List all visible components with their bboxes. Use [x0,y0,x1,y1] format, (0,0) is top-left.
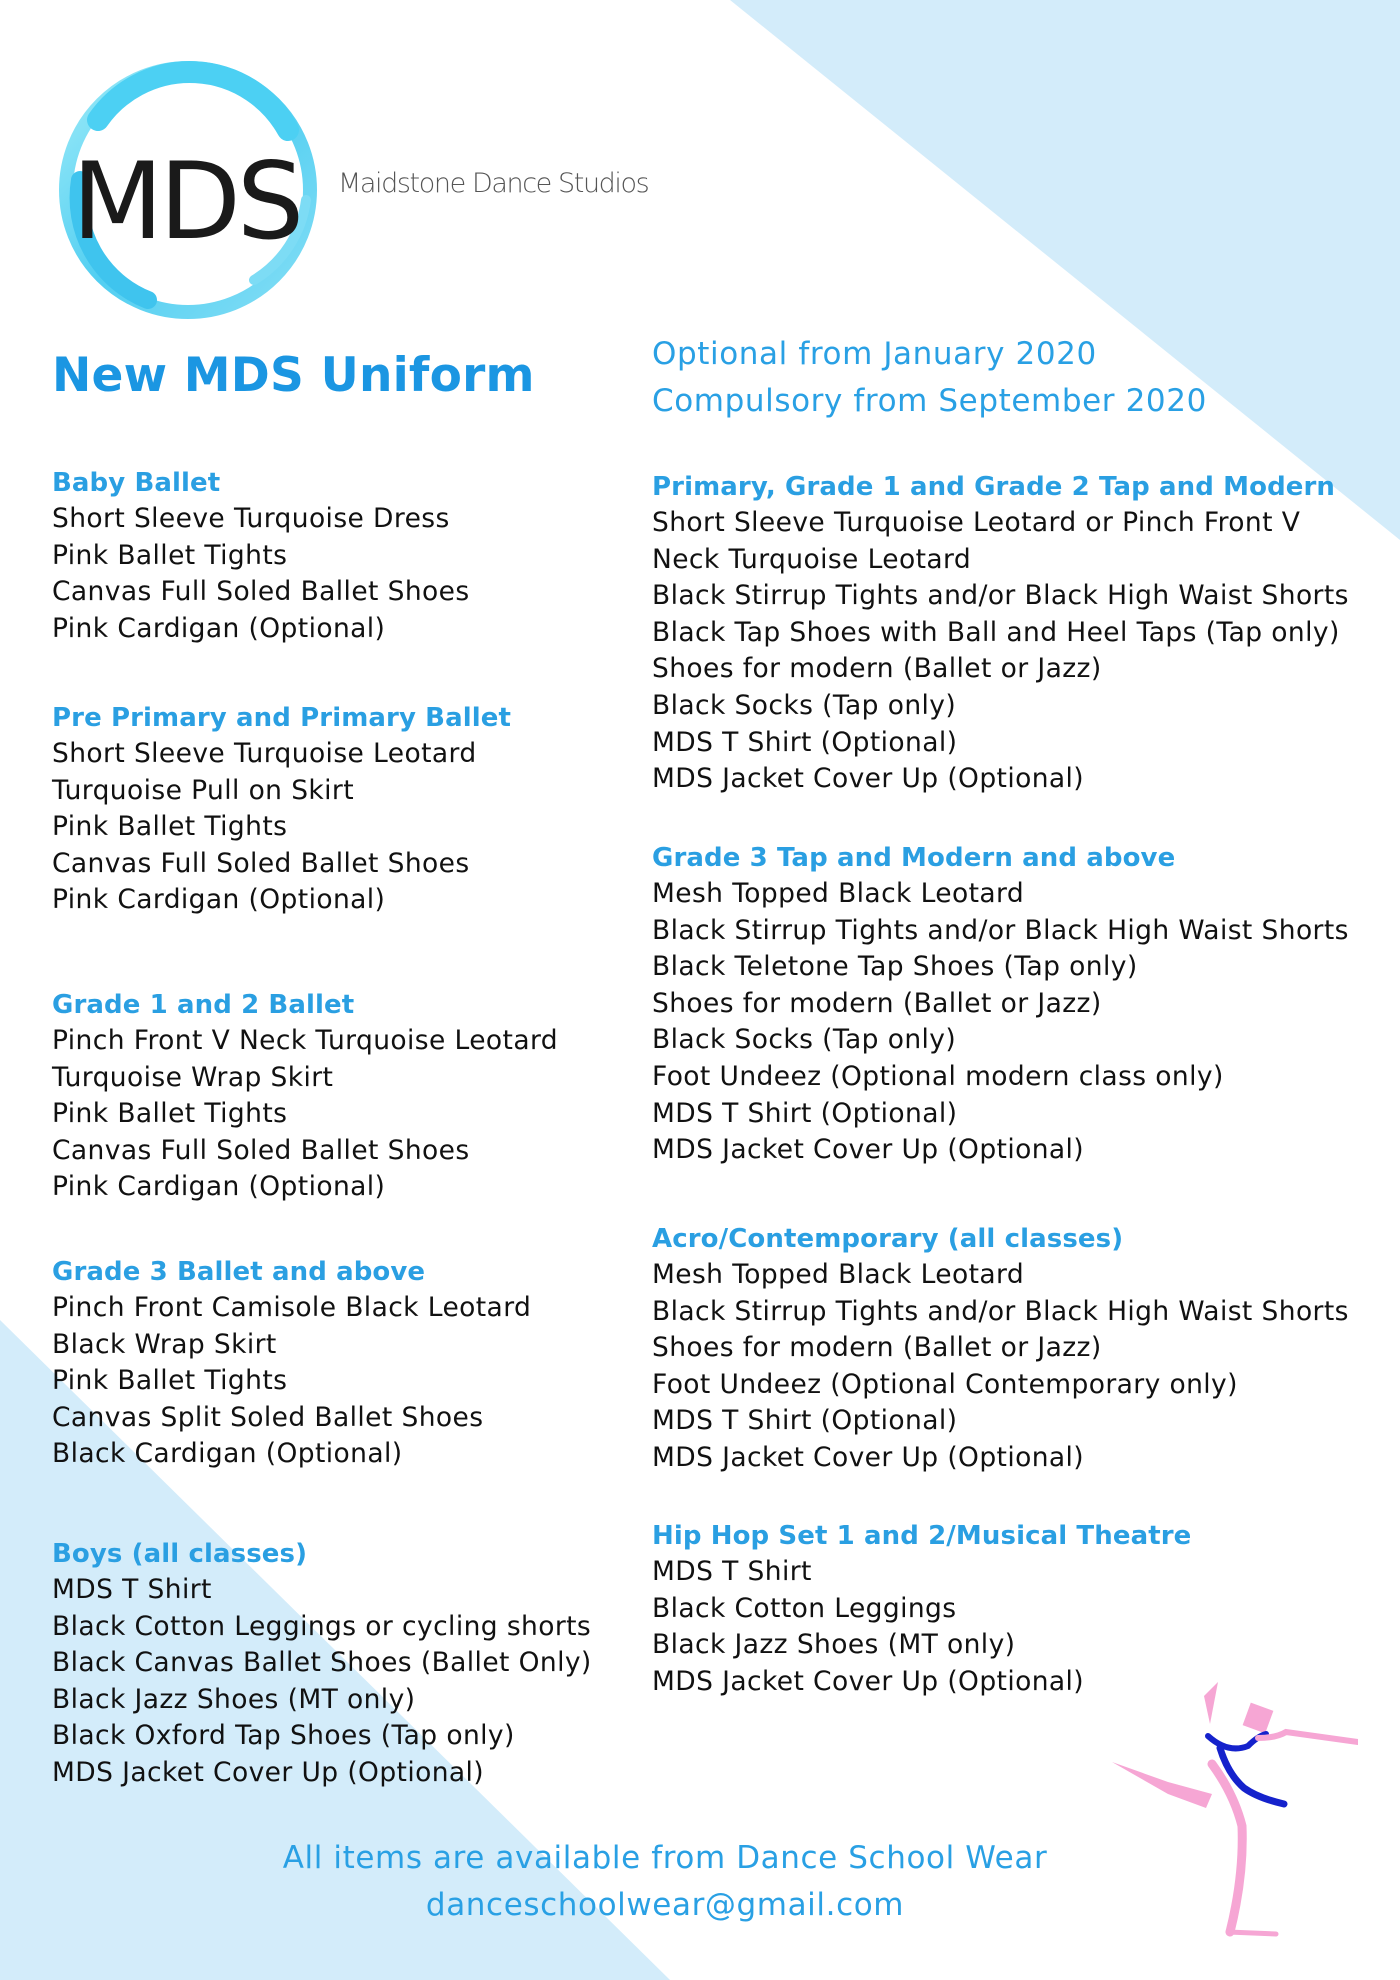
footer-availability-text: All items are available from Dance School Wear [282,1840,1048,1876]
list-item: Canvas Split Soled Ballet Shoes [52,1401,484,1433]
list-item: Black Jazz Shoes (MT only) [52,1683,416,1715]
section-title: Primary, Grade 1 and Grade 2 Tap and Modern [652,472,1336,502]
list-item: MDS T Shirt (Optional) [652,726,958,758]
section-title: Boys (all classes) [52,1539,308,1569]
item-list [652,1257,1349,1477]
list-item: MDS Jacket Cover Up (Optional) [652,1441,1085,1473]
list-item: Black Stirrup Tights and/or Black High Waist Shorts [652,1295,1349,1327]
list-item: Black Cardigan (Optional) [52,1438,403,1470]
list-item: Black Socks (Tap only) [652,1024,957,1056]
list-item: Black Tap Shoes with Ball and Heel Taps (Tap only) [652,616,1340,648]
section-title: Baby Ballet [52,468,221,498]
list-item: Canvas Full Soled Ballet Shoes [52,847,470,879]
list-item: MDS Jacket Cover Up (Optional) [652,1665,1085,1697]
list-item: Pink Cardigan (Optional) [52,612,386,644]
background-triangle-top [730,0,1400,540]
list-item: Foot Undeez (Optional modern class only) [652,1060,1224,1092]
page-title: New MDS Uniform [52,348,535,403]
section-title: Grade 1 and 2 Ballet [52,990,355,1020]
list-item: MDS T Shirt (Optional) [652,1405,958,1437]
list-item: Pink Cardigan (Optional) [52,1171,386,1203]
item-list [52,501,470,647]
list-item: MDS Jacket Cover Up (Optional) [652,1134,1085,1166]
section-grade-1-2-ballet [52,987,558,1206]
list-item: Foot Undeez (Optional Contemporary only) [652,1368,1238,1400]
logo-text: MDS [71,140,301,263]
list-item: MDS T Shirt [652,1556,812,1587]
list-item: Black Wrap Skirt [52,1328,277,1360]
list-item: Black Stirrup Tights and/or Black High Waist Shorts [652,580,1349,612]
list-item: Black Teletone Tap Shoes (Tap only) [652,951,1138,983]
list-item: Pink Ballet Tights [52,811,288,843]
section-hip-hop-musical-theatre [652,1518,1191,1700]
mds-logo-icon [58,50,328,320]
compulsory-date-text: Compulsory from September 2020 [652,383,1207,419]
list-item: Short Sleeve Turquoise Dress [52,503,450,534]
item-list [652,876,1349,1169]
list-item: Pink Ballet Tights [52,1365,288,1397]
list-item: Black Socks (Tap only) [652,689,957,721]
section-boys [52,1536,592,1792]
item-list [652,505,1349,798]
section-acro-contemporary [652,1221,1349,1477]
list-item: MDS Jacket Cover Up (Optional) [652,763,1085,795]
list-item: Short Sleeve Turquoise Leotard or Pinch Front V [652,507,1301,538]
section-title: Grade 3 Tap and Modern and above [652,843,1176,873]
section-primary-tap-modern [652,469,1349,798]
brand-name: Maidstone Dance Studios [338,168,649,199]
list-item: MDS Jacket Cover Up (Optional) [52,1756,485,1788]
list-item: Pink Cardigan (Optional) [52,884,386,916]
section-title: Pre Primary and Primary Ballet [52,703,512,733]
list-item: Mesh Topped Black Leotard [652,878,1025,909]
section-title: Acro/Contemporary (all classes) [652,1224,1124,1254]
item-list [52,1290,531,1473]
list-item: Shoes for modern (Ballet or Jazz) [652,987,1102,1019]
list-item: Shoes for modern (Ballet or Jazz) [652,653,1102,685]
list-item: Short Sleeve Turquoise Leotard [52,738,477,769]
list-item: Neck Turquoise Leotard [652,543,972,575]
item-list [52,1572,592,1792]
list-item: Turquoise Wrap Skirt [52,1061,334,1093]
list-item: Turquoise Pull on Skirt [52,774,355,806]
list-item: Shoes for modern (Ballet or Jazz) [652,1332,1102,1364]
section-grade-3-tap-modern [652,840,1349,1169]
list-item: Black Canvas Ballet Shoes (Ballet Only) [52,1647,592,1679]
list-item: Pinch Front V Neck Turquoise Leotard [52,1025,559,1056]
list-item: Black Cotton Leggings or cycling shorts [52,1610,592,1642]
optional-date-text: Optional from January 2020 [652,336,1097,372]
list-item: Pinch Front Camisole Black Leotard [52,1292,532,1323]
list-item: MDS T Shirt [52,1574,212,1605]
section-grade-3-ballet [52,1254,531,1473]
list-item: Pink Ballet Tights [52,539,288,571]
section-title: Grade 3 Ballet and above [52,1257,426,1287]
list-item: Black Jazz Shoes (MT only) [652,1629,1016,1661]
item-list [52,736,511,919]
section-pre-primary-ballet [52,700,511,919]
list-item: Black Cotton Leggings [652,1592,957,1624]
list-item: Canvas Full Soled Ballet Shoes [52,576,470,608]
list-item: Black Oxford Tap Shoes (Tap only) [52,1720,515,1752]
section-baby-ballet [52,465,470,647]
list-item: Canvas Full Soled Ballet Shoes [52,1134,470,1166]
section-title: Hip Hop Set 1 and 2/Musical Theatre [652,1521,1192,1551]
list-item: MDS T Shirt (Optional) [652,1097,958,1129]
list-item: Black Stirrup Tights and/or Black High Waist Shorts [652,914,1349,946]
list-item: Mesh Topped Black Leotard [652,1259,1025,1290]
item-list [52,1023,558,1206]
list-item: Pink Ballet Tights [52,1098,288,1130]
footer-email-link[interactable]: danceschoolwear@gmail.com [425,1887,905,1923]
